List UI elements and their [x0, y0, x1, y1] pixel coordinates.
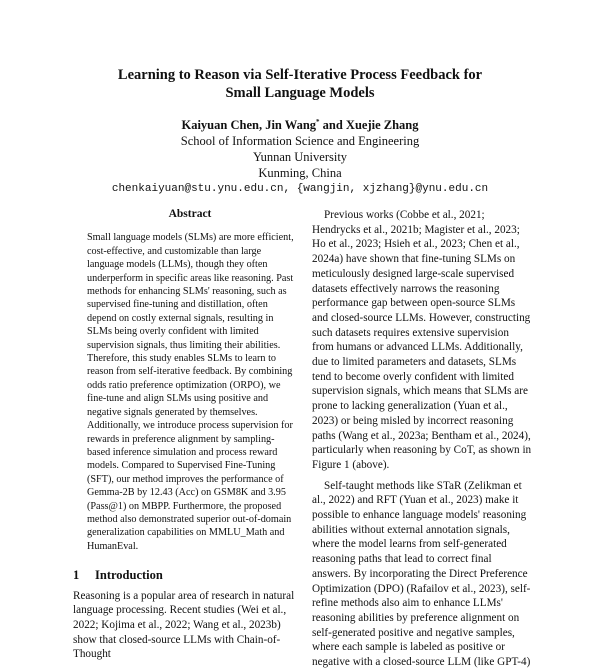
affiliation-city: Kunming, China — [258, 166, 342, 181]
body-paragraph-2: Self-taught methods like STaR (Zelikman et al., 2022) and RFT (Yuan et al., 2023) make it possible to enhance language models' reasoning abilities without external annotation signals, where the model learns from self-generated reasoning paths that lead to correct final answers. By incorporating the Direct Preference Optimization (DPO) (Rafailov et al., 2023), self-refine methods also aim to enhance LLMs' reasoning abilities by preference alignment on self-generated positive and negative samples, where each sample is labeled as positive or negative with a closed-source LLM (like GPT-4) — [312, 479, 531, 669]
author-names — [0, 114, 600, 133]
title-line-2: Small Language Models — [225, 85, 375, 101]
right-column — [312, 208, 532, 670]
abstract-text: Small language models (SLMs) are more efficient, cost-effective, and customizable than large language models (LLMs), though they often underperform in specific areas like reasoning. Past methods for enhancing SLMs' reasoning, such as supervised fine-tuning and distillation, often depend on costly external signals, resulting in SLMs being overly confident with limited supervision signals, thus limiting their abilities. Therefore, this study enables SLMs to learn to reason from self-iterative feedback. By combining odds ratio preference optimization (ORPO), we fine-tune and align SLMs using positive and negative signals generated by themselves. Additionally, we introduce process supervision for rewards in preference alignment by sampling-based inference simulation and process reward models. Compared to Supervised Fine-Tuning (SFT), our method improves the performance of Gemma-2B by 12.43 (Acc) on GSM8K and 3.95 (Pass@1) on MBPP. Furthermore, the proposed method also demonstrated superior out-of-domain generalization capabilities on MMLU_Math and HumanEval. — [87, 232, 294, 552]
author-block — [0, 114, 600, 197]
introduction-heading — [73, 569, 307, 582]
author-names-part-2: and Xuejie Zhang — [319, 118, 419, 133]
author-names-part-1: Kaiyuan Chen, Jin Wang — [181, 118, 317, 133]
section-title: Introduction — [95, 568, 163, 583]
corresponding-author-mark: * — [316, 118, 320, 126]
affiliation-school: School of Information Science and Engineering — [180, 134, 420, 149]
paper-title — [0, 66, 600, 102]
body-paragraph-1: Previous works (Cobbe et al., 2021; Hendrycks et al., 2021b; Magister et al., 2023; Ho et al., 2023; Hsieh et al., 2023; Chen et al., 2024a) have shown that fine-tuning SLMs on meticulously designed large-scale supervised datasets effectively narrows the reasoning performance gap between open-source SLMs and closed-source LLMs. However, constructing such datasets requires extensive supervision from humans or advanced LLMs. Additionally, due to limited parameters and datasets, SLMs tend to become overly confident with limited supervision signals, which means that SLMs are prone to lacking generalization (Yuan et al., 2023) or being misled by incorrect reasoning paths (Wang et al., 2023a; Bentham et al., 2024), particularly when reasoning by CoT, as shown in Figure 1 (above). — [312, 209, 532, 471]
affiliation-university: Yunnan University — [252, 150, 348, 165]
left-column — [73, 208, 307, 662]
introduction-text: Reasoning is a popular area of research in natural language processing. Recent studies (Wei et al., 2022; Kojima et al., 2022; Wang et al., 2023b) show that closed-source LLMs with Chain-of-Thought — [73, 589, 295, 661]
abstract-heading: Abstract — [168, 208, 212, 220]
author-emails: chenkaiyuan@stu.ynu.edu.cn, {wangjin, xjzhang}@ynu.edu.cn — [111, 183, 489, 196]
title-line-1: Learning to Reason via Self-Iterative Process Feedback for — [117, 67, 483, 83]
section-number: 1 — [73, 568, 80, 583]
